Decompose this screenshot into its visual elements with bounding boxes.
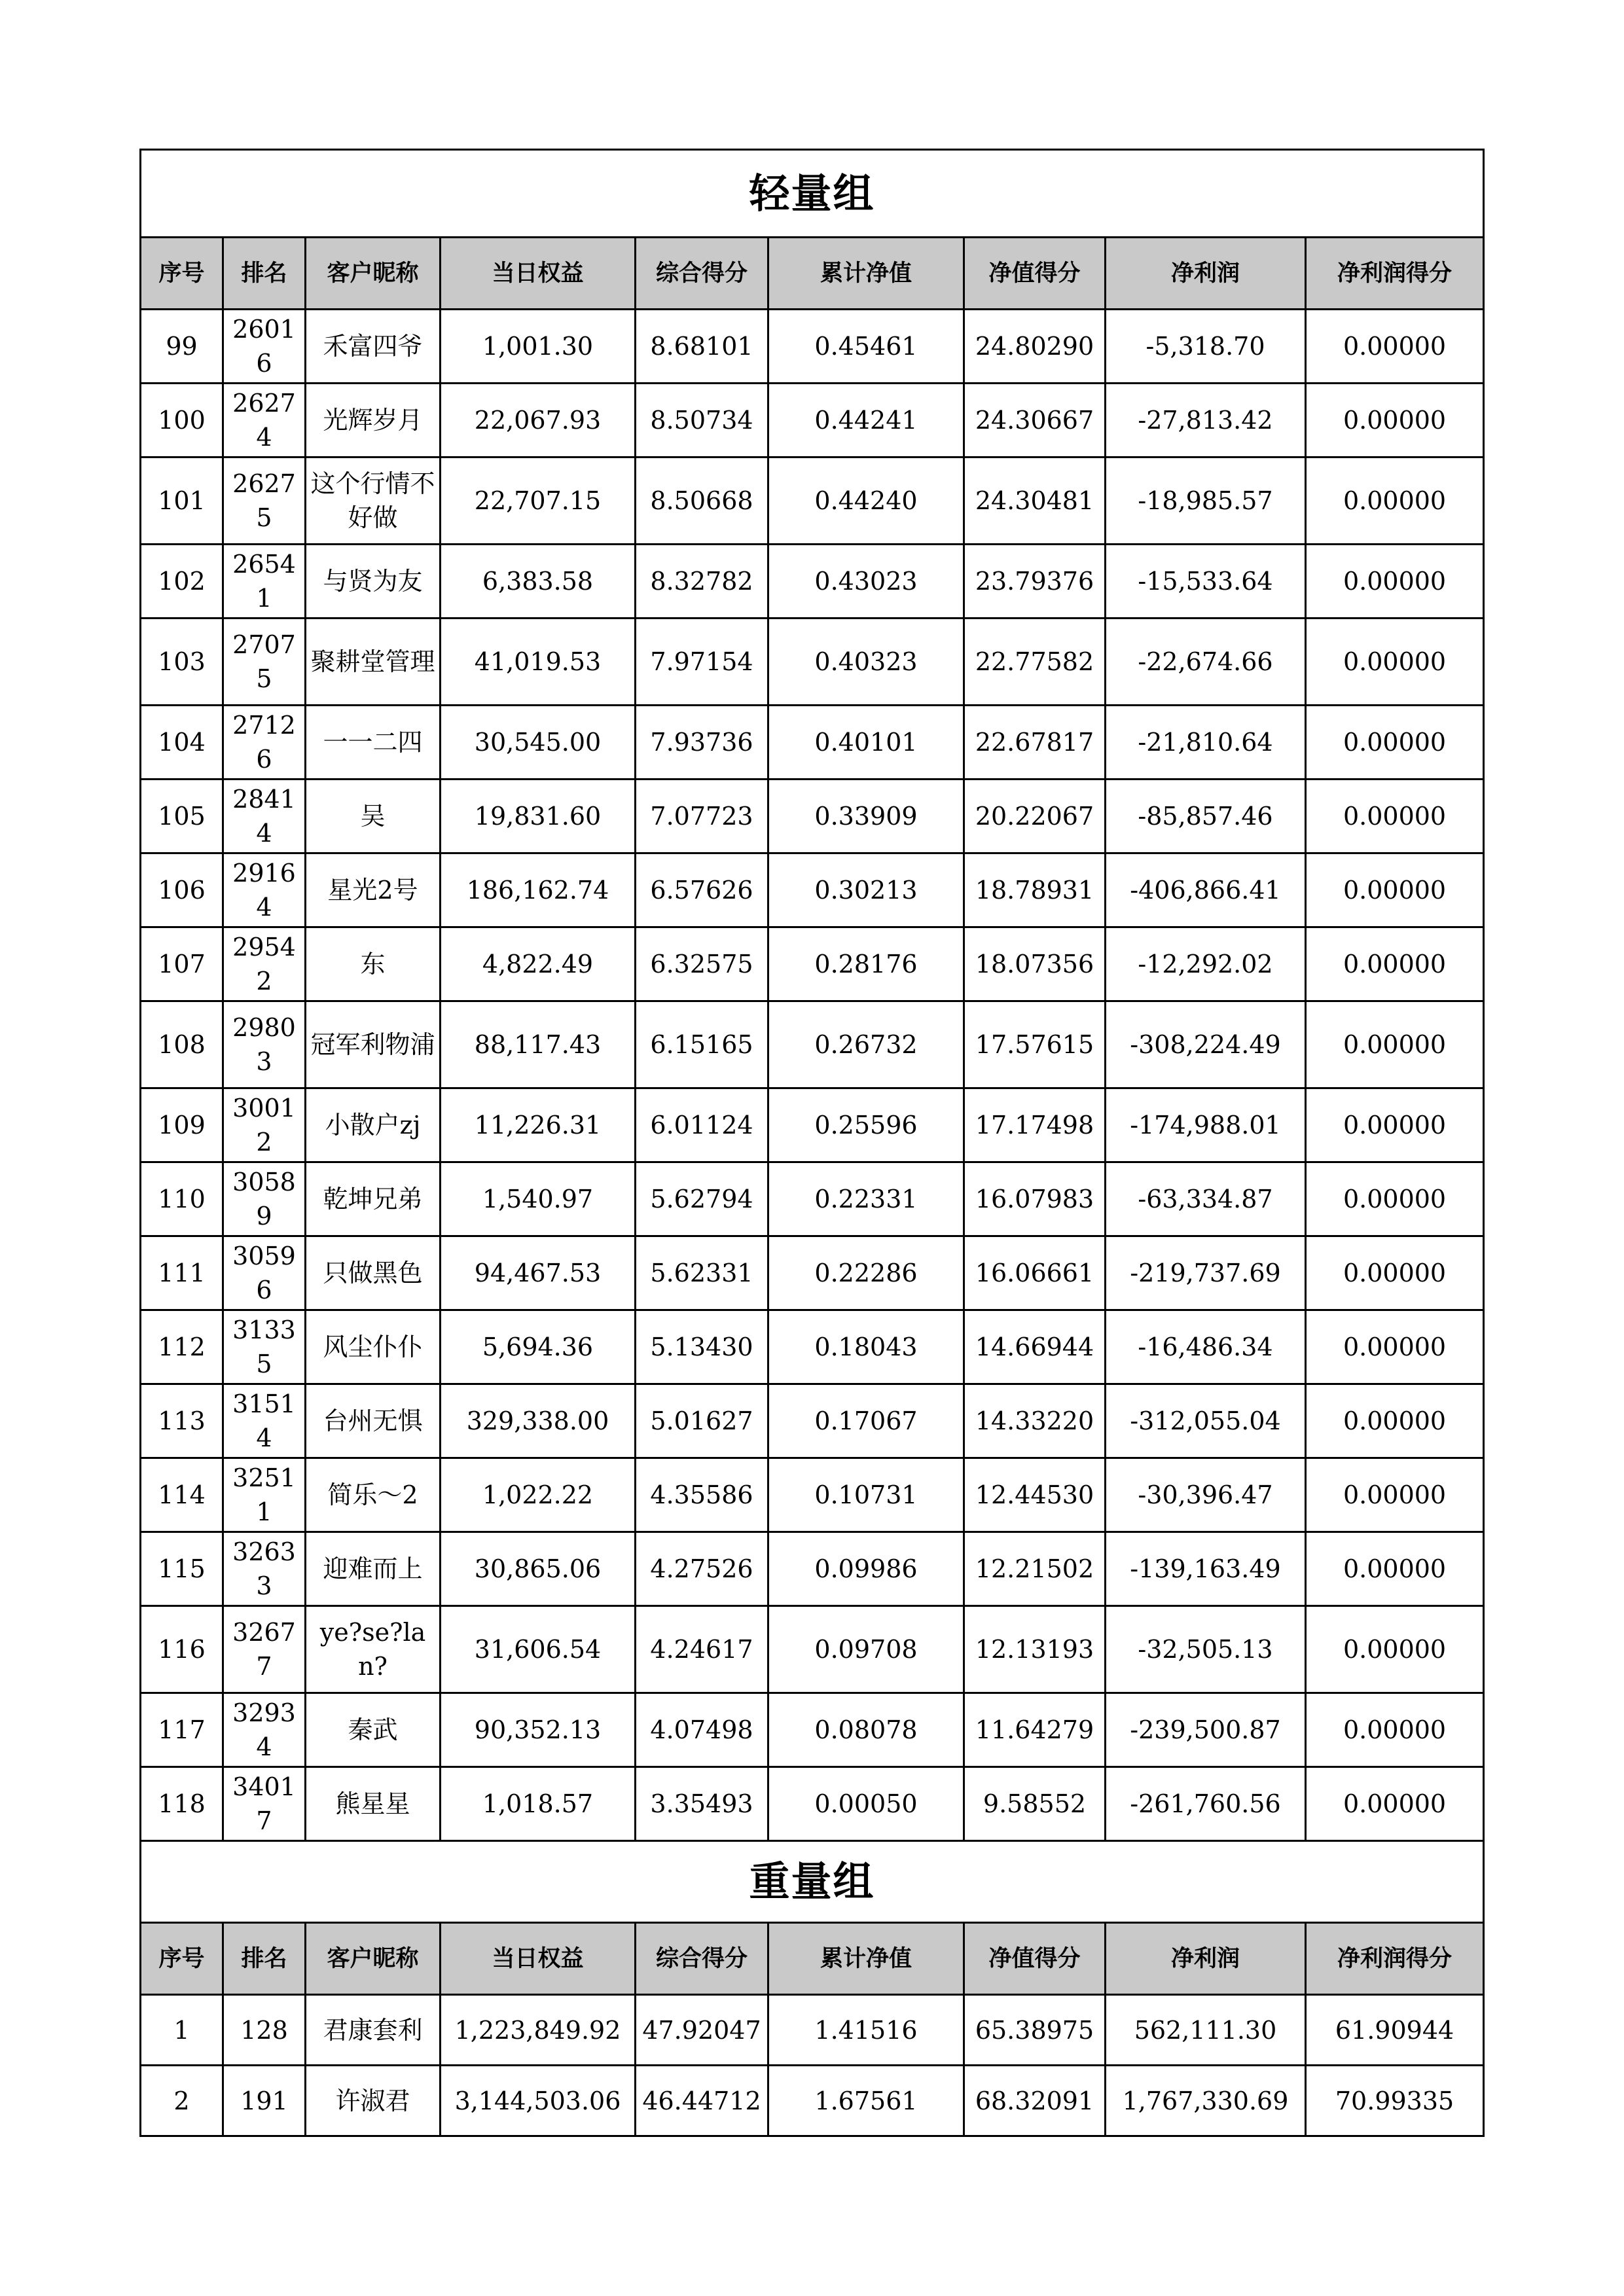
cell-nv-score: 23.79376	[964, 545, 1106, 619]
cell-np-score: 0.00000	[1306, 310, 1484, 384]
cell-np-score: 0.00000	[1306, 1001, 1484, 1088]
cell-seq: 117	[141, 1693, 223, 1767]
table-row	[141, 1767, 1484, 1841]
cell-nickname: 星光2号	[306, 853, 441, 927]
cell-seq: 109	[141, 1088, 223, 1162]
cell-nickname: 光辉岁月	[306, 384, 441, 457]
heavy-group-title-row	[141, 1841, 1484, 1923]
table-row	[141, 1532, 1484, 1606]
cell-rank: 28414	[223, 780, 306, 853]
cell-rank: 32511	[223, 1458, 306, 1532]
table-row	[141, 927, 1484, 1001]
table-row	[141, 310, 1484, 384]
cell-net-profit: -16,486.34	[1106, 1310, 1306, 1384]
cell-net-value: 0.40323	[768, 619, 964, 706]
cell-net-profit: -85,857.46	[1106, 780, 1306, 853]
cell-nv-score: 12.21502	[964, 1532, 1106, 1606]
column-header-rank: 排名	[223, 1923, 306, 1995]
cell-nickname: 简乐～2	[306, 1458, 441, 1532]
cell-score: 4.24617	[636, 1606, 768, 1693]
cell-seq: 101	[141, 457, 223, 545]
cell-np-score: 0.00000	[1306, 1162, 1484, 1236]
cell-rank: 32633	[223, 1532, 306, 1606]
cell-equity: 90,352.13	[441, 1693, 636, 1767]
cell-score: 5.62331	[636, 1236, 768, 1310]
cell-net-profit: -27,813.42	[1106, 384, 1306, 457]
cell-net-profit: -22,674.66	[1106, 619, 1306, 706]
cell-rank: 128	[223, 1995, 306, 2066]
cell-equity: 22,707.15	[441, 457, 636, 545]
cell-seq: 111	[141, 1236, 223, 1310]
cell-net-value: 0.09708	[768, 1606, 964, 1693]
cell-score: 8.50668	[636, 457, 768, 545]
cell-net-value: 0.26732	[768, 1001, 964, 1088]
cell-score: 8.68101	[636, 310, 768, 384]
cell-net-value: 0.43023	[768, 545, 964, 619]
cell-net-value: 0.09986	[768, 1532, 964, 1606]
cell-nickname: 一一二四	[306, 706, 441, 780]
cell-np-score: 0.00000	[1306, 853, 1484, 927]
cell-nickname: 许淑君	[306, 2066, 441, 2136]
cell-net-value: 0.33909	[768, 780, 964, 853]
cell-net-profit: -308,224.49	[1106, 1001, 1306, 1088]
cell-score: 7.93736	[636, 706, 768, 780]
cell-score: 46.44712	[636, 2066, 768, 2136]
cell-np-score: 0.00000	[1306, 545, 1484, 619]
cell-net-value: 0.30213	[768, 853, 964, 927]
cell-equity: 5,694.36	[441, 1310, 636, 1384]
cell-seq: 115	[141, 1532, 223, 1606]
cell-nv-score: 18.78931	[964, 853, 1106, 927]
cell-net-value: 0.00050	[768, 1767, 964, 1841]
cell-np-score: 0.00000	[1306, 619, 1484, 706]
table-row	[141, 1693, 1484, 1767]
cell-nickname: 台州无惧	[306, 1384, 441, 1458]
column-header-nv-score: 净值得分	[964, 1923, 1106, 1995]
cell-nickname: 与贤为友	[306, 545, 441, 619]
cell-nv-score: 12.13193	[964, 1606, 1106, 1693]
cell-score: 7.97154	[636, 619, 768, 706]
cell-nickname: 乾坤兄弟	[306, 1162, 441, 1236]
cell-rank: 32677	[223, 1606, 306, 1693]
cell-nv-score: 12.44530	[964, 1458, 1106, 1532]
cell-net-value: 1.41516	[768, 1995, 964, 2066]
cell-nv-score: 65.38975	[964, 1995, 1106, 2066]
column-header-equity: 当日权益	[441, 1923, 636, 1995]
table-row	[141, 384, 1484, 457]
cell-np-score: 0.00000	[1306, 1088, 1484, 1162]
cell-net-value: 0.45461	[768, 310, 964, 384]
cell-equity: 329,338.00	[441, 1384, 636, 1458]
cell-rank: 26275	[223, 457, 306, 545]
cell-net-profit: -63,334.87	[1106, 1162, 1306, 1236]
cell-rank: 34017	[223, 1767, 306, 1841]
heavy-group-header-row	[141, 1923, 1484, 1995]
cell-nickname: 熊星星	[306, 1767, 441, 1841]
table-row	[141, 457, 1484, 545]
cell-net-profit: -32,505.13	[1106, 1606, 1306, 1693]
cell-net-profit: 1,767,330.69	[1106, 2066, 1306, 2136]
table-row	[141, 619, 1484, 706]
cell-equity: 41,019.53	[441, 619, 636, 706]
cell-score: 8.50734	[636, 384, 768, 457]
cell-net-profit: -239,500.87	[1106, 1693, 1306, 1767]
cell-np-score: 0.00000	[1306, 384, 1484, 457]
cell-score: 5.01627	[636, 1384, 768, 1458]
cell-equity: 1,018.57	[441, 1767, 636, 1841]
cell-nickname: 聚耕堂管理	[306, 619, 441, 706]
cell-score: 6.32575	[636, 927, 768, 1001]
cell-score: 7.07723	[636, 780, 768, 853]
cell-rank: 26541	[223, 545, 306, 619]
table-row	[141, 780, 1484, 853]
table-row	[141, 853, 1484, 927]
cell-equity: 31,606.54	[441, 1606, 636, 1693]
cell-seq: 102	[141, 545, 223, 619]
cell-seq: 112	[141, 1310, 223, 1384]
cell-nv-score: 14.33220	[964, 1384, 1106, 1458]
column-header-nickname: 客户昵称	[306, 238, 441, 310]
cell-nv-score: 24.30481	[964, 457, 1106, 545]
cell-net-value: 0.17067	[768, 1384, 964, 1458]
cell-equity: 22,067.93	[441, 384, 636, 457]
cell-nv-score: 9.58552	[964, 1767, 1106, 1841]
cell-rank: 31335	[223, 1310, 306, 1384]
cell-nickname: 小散户zj	[306, 1088, 441, 1162]
column-header-score: 综合得分	[636, 1923, 768, 1995]
cell-nv-score: 16.07983	[964, 1162, 1106, 1236]
cell-net-profit: -30,396.47	[1106, 1458, 1306, 1532]
cell-net-profit: -312,055.04	[1106, 1384, 1306, 1458]
cell-np-score: 0.00000	[1306, 927, 1484, 1001]
heavy-group-title: 重量组	[141, 1841, 1484, 1923]
cell-rank: 30012	[223, 1088, 306, 1162]
table-row	[141, 1606, 1484, 1693]
cell-np-score: 0.00000	[1306, 1606, 1484, 1693]
ranking-table	[139, 149, 1485, 2137]
light-group-title: 轻量组	[141, 150, 1484, 238]
cell-net-value: 0.44241	[768, 384, 964, 457]
cell-net-profit: -15,533.64	[1106, 545, 1306, 619]
table-row	[141, 1088, 1484, 1162]
column-header-net-value: 累计净值	[768, 238, 964, 310]
column-header-seq: 序号	[141, 238, 223, 310]
table-body	[141, 150, 1484, 2136]
cell-nickname: 吴	[306, 780, 441, 853]
cell-nickname: 只做黑色	[306, 1236, 441, 1310]
column-header-np-score: 净利润得分	[1306, 1923, 1484, 1995]
table-row	[141, 706, 1484, 780]
cell-np-score: 0.00000	[1306, 1236, 1484, 1310]
cell-nickname: 东	[306, 927, 441, 1001]
column-header-net-profit: 净利润	[1106, 1923, 1306, 1995]
cell-equity: 186,162.74	[441, 853, 636, 927]
cell-net-profit: -219,737.69	[1106, 1236, 1306, 1310]
cell-net-profit: -139,163.49	[1106, 1532, 1306, 1606]
column-header-nv-score: 净值得分	[964, 238, 1106, 310]
cell-rank: 30589	[223, 1162, 306, 1236]
cell-np-score: 0.00000	[1306, 780, 1484, 853]
column-header-nickname: 客户昵称	[306, 1923, 441, 1995]
cell-score: 6.57626	[636, 853, 768, 927]
cell-np-score: 0.00000	[1306, 1767, 1484, 1841]
cell-net-value: 1.67561	[768, 2066, 964, 2136]
cell-seq: 108	[141, 1001, 223, 1088]
cell-seq: 103	[141, 619, 223, 706]
cell-nickname: 秦武	[306, 1693, 441, 1767]
cell-equity: 30,865.06	[441, 1532, 636, 1606]
cell-rank: 27126	[223, 706, 306, 780]
cell-net-value: 0.22286	[768, 1236, 964, 1310]
column-header-np-score: 净利润得分	[1306, 238, 1484, 310]
cell-equity: 19,831.60	[441, 780, 636, 853]
cell-net-profit: -406,866.41	[1106, 853, 1306, 927]
cell-nv-score: 11.64279	[964, 1693, 1106, 1767]
cell-score: 4.35586	[636, 1458, 768, 1532]
table-row	[141, 1001, 1484, 1088]
cell-rank: 26274	[223, 384, 306, 457]
cell-net-value: 0.08078	[768, 1693, 964, 1767]
cell-np-score: 0.00000	[1306, 1532, 1484, 1606]
cell-net-value: 0.25596	[768, 1088, 964, 1162]
cell-net-value: 0.28176	[768, 927, 964, 1001]
cell-net-value: 0.22331	[768, 1162, 964, 1236]
table-row	[141, 1995, 1484, 2066]
column-header-equity: 当日权益	[441, 238, 636, 310]
cell-score: 8.32782	[636, 545, 768, 619]
cell-equity: 1,001.30	[441, 310, 636, 384]
light-group-title-row	[141, 150, 1484, 238]
cell-score: 47.92047	[636, 1995, 768, 2066]
cell-rank: 32934	[223, 1693, 306, 1767]
cell-net-profit: -21,810.64	[1106, 706, 1306, 780]
cell-np-score: 0.00000	[1306, 1693, 1484, 1767]
cell-score: 6.01124	[636, 1088, 768, 1162]
cell-seq: 99	[141, 310, 223, 384]
cell-nv-score: 24.80290	[964, 310, 1106, 384]
cell-np-score: 61.90944	[1306, 1995, 1484, 2066]
table-row	[141, 545, 1484, 619]
cell-score: 5.62794	[636, 1162, 768, 1236]
cell-equity: 94,467.53	[441, 1236, 636, 1310]
table-row	[141, 1162, 1484, 1236]
cell-seq: 107	[141, 927, 223, 1001]
cell-np-score: 0.00000	[1306, 1458, 1484, 1532]
cell-net-profit: -174,988.01	[1106, 1088, 1306, 1162]
cell-equity: 6,383.58	[441, 545, 636, 619]
cell-seq: 116	[141, 1606, 223, 1693]
cell-nickname: 君康套利	[306, 1995, 441, 2066]
cell-nv-score: 24.30667	[964, 384, 1106, 457]
cell-nv-score: 14.66944	[964, 1310, 1106, 1384]
cell-seq: 114	[141, 1458, 223, 1532]
cell-np-score: 0.00000	[1306, 457, 1484, 545]
cell-nickname: ye?se?lan?	[306, 1606, 441, 1693]
cell-rank: 27075	[223, 619, 306, 706]
table-row	[141, 2066, 1484, 2136]
cell-nickname: 迎难而上	[306, 1532, 441, 1606]
cell-seq: 118	[141, 1767, 223, 1841]
cell-nickname: 冠军利物浦	[306, 1001, 441, 1088]
cell-equity: 1,223,849.92	[441, 1995, 636, 2066]
cell-seq: 110	[141, 1162, 223, 1236]
cell-nv-score: 17.17498	[964, 1088, 1106, 1162]
cell-seq: 1	[141, 1995, 223, 2066]
cell-score: 4.07498	[636, 1693, 768, 1767]
cell-nv-score: 16.06661	[964, 1236, 1106, 1310]
cell-net-value: 0.18043	[768, 1310, 964, 1384]
cell-nv-score: 22.77582	[964, 619, 1106, 706]
column-header-net-profit: 净利润	[1106, 238, 1306, 310]
cell-nv-score: 18.07356	[964, 927, 1106, 1001]
cell-net-profit: -18,985.57	[1106, 457, 1306, 545]
cell-net-value: 0.44240	[768, 457, 964, 545]
cell-seq: 100	[141, 384, 223, 457]
light-group-header-row	[141, 238, 1484, 310]
cell-score: 6.15165	[636, 1001, 768, 1088]
cell-equity: 1,022.22	[441, 1458, 636, 1532]
table-row	[141, 1458, 1484, 1532]
cell-score: 4.27526	[636, 1532, 768, 1606]
cell-equity: 4,822.49	[441, 927, 636, 1001]
cell-rank: 30596	[223, 1236, 306, 1310]
cell-equity: 1,540.97	[441, 1162, 636, 1236]
cell-net-profit: -12,292.02	[1106, 927, 1306, 1001]
cell-seq: 113	[141, 1384, 223, 1458]
column-header-score: 综合得分	[636, 238, 768, 310]
cell-seq: 2	[141, 2066, 223, 2136]
cell-net-value: 0.10731	[768, 1458, 964, 1532]
cell-equity: 88,117.43	[441, 1001, 636, 1088]
cell-score: 3.35493	[636, 1767, 768, 1841]
cell-nv-score: 20.22067	[964, 780, 1106, 853]
cell-nickname: 这个行情不好做	[306, 457, 441, 545]
column-header-seq: 序号	[141, 1923, 223, 1995]
cell-rank: 31514	[223, 1384, 306, 1458]
cell-seq: 104	[141, 706, 223, 780]
cell-net-value: 0.40101	[768, 706, 964, 780]
cell-net-profit: 562,111.30	[1106, 1995, 1306, 2066]
cell-np-score: 0.00000	[1306, 706, 1484, 780]
cell-nv-score: 17.57615	[964, 1001, 1106, 1088]
cell-nickname: 禾富四爷	[306, 310, 441, 384]
table-row	[141, 1384, 1484, 1458]
cell-net-profit: -261,760.56	[1106, 1767, 1306, 1841]
cell-equity: 3,144,503.06	[441, 2066, 636, 2136]
cell-nv-score: 22.67817	[964, 706, 1106, 780]
cell-seq: 106	[141, 853, 223, 927]
cell-equity: 11,226.31	[441, 1088, 636, 1162]
cell-nv-score: 68.32091	[964, 2066, 1106, 2136]
cell-net-profit: -5,318.70	[1106, 310, 1306, 384]
cell-rank: 191	[223, 2066, 306, 2136]
cell-nickname: 风尘仆仆	[306, 1310, 441, 1384]
cell-np-score: 70.99335	[1306, 2066, 1484, 2136]
table-row	[141, 1236, 1484, 1310]
cell-score: 5.13430	[636, 1310, 768, 1384]
cell-rank: 29803	[223, 1001, 306, 1088]
cell-rank: 29542	[223, 927, 306, 1001]
column-header-net-value: 累计净值	[768, 1923, 964, 1995]
cell-rank: 26016	[223, 310, 306, 384]
column-header-rank: 排名	[223, 238, 306, 310]
cell-equity: 30,545.00	[441, 706, 636, 780]
table-row	[141, 1310, 1484, 1384]
cell-np-score: 0.00000	[1306, 1310, 1484, 1384]
cell-seq: 105	[141, 780, 223, 853]
cell-rank: 29164	[223, 853, 306, 927]
cell-np-score: 0.00000	[1306, 1384, 1484, 1458]
